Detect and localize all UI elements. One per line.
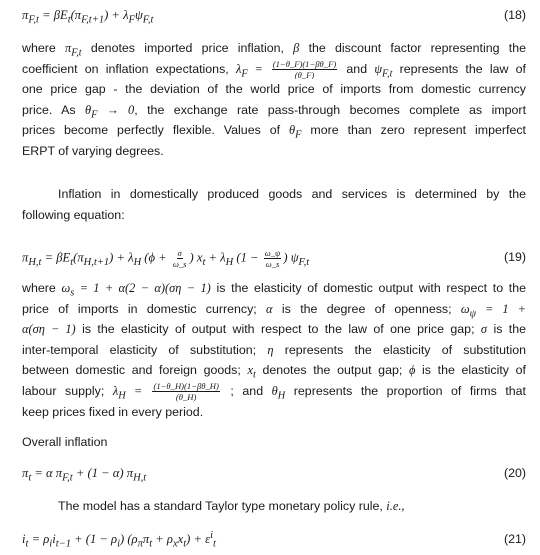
eq-sub: H (225, 256, 234, 268)
eq-sub: t (202, 256, 206, 268)
math: = 1 + α(2 − α)(ση − 1) (74, 281, 211, 295)
math-sub: H (118, 390, 126, 402)
math: ψ (374, 61, 383, 76)
eq-sub: t (149, 538, 153, 550)
text-line (22, 340, 526, 361)
eq-text: ψ (134, 8, 143, 22)
eq-text: ) (ρ (120, 532, 138, 547)
eq-text: ) + ε (186, 532, 211, 547)
math: θ (85, 102, 92, 117)
math-sub: F (241, 68, 248, 80)
fraction (172, 248, 188, 269)
equation-18 (22, 8, 526, 26)
eq-text: (ϕ + (141, 250, 170, 265)
eq-text: = ρ (28, 532, 50, 547)
text: represents the proportion of firms that (285, 383, 526, 398)
math: θ (289, 123, 296, 138)
text: is the elasticity of domestic output with respect to the (210, 281, 526, 295)
text-line: following equation: (22, 207, 125, 222)
text-line: Overall inflation (22, 435, 108, 449)
math-sub: ψ (469, 308, 477, 320)
text: denotes the output gap; (255, 363, 409, 378)
eq-text: ) x (189, 250, 203, 265)
equation-19 (22, 248, 526, 269)
eq-text: + λ (205, 250, 226, 265)
eq-sub: t (67, 14, 71, 26)
text: the discount factor representing the (299, 41, 526, 55)
text: The model has a standard Taylor type monetary policy rule, (58, 499, 387, 513)
equation-number: (19) (503, 250, 526, 265)
math: α(ση − 1) (22, 322, 76, 337)
denominator: ω_s (172, 259, 187, 269)
math: θ (271, 383, 278, 398)
equation-20 (22, 466, 526, 484)
math: λ (112, 383, 119, 398)
math: π (65, 41, 72, 55)
equation-number: (20) (503, 466, 526, 480)
eq-text: (π (73, 250, 84, 265)
math-sub: F,t (71, 47, 82, 59)
text: more than zero represent imperfect (301, 123, 526, 138)
math: β (293, 41, 300, 55)
numerator: ω_ψ (264, 248, 281, 258)
text: , the exchange rate pass-through becomes complete as import (134, 102, 526, 117)
math: i.e., (386, 499, 405, 513)
fraction (264, 248, 282, 269)
text-line: Inflation in domestically produced goods and services is determined by the (58, 187, 526, 201)
math-sub: F (295, 129, 302, 141)
eq-sub: F,t (142, 14, 154, 26)
text: prices become perfectly flexible. Values of (22, 123, 290, 138)
eq-sub: t (183, 538, 187, 550)
math: σ (480, 322, 488, 337)
text-line (22, 120, 526, 141)
denominator: (θ_H) (175, 392, 197, 402)
text: denotes imported price inflation, (81, 41, 294, 55)
text: is the elasticity of output with respect to the law of one price gap; (75, 322, 481, 337)
eq-sub: F,t (62, 472, 73, 484)
text-line (22, 278, 526, 299)
eq-sub: H,t+1 (83, 256, 110, 268)
denominator: ω_s (265, 259, 280, 269)
eq-sub: t (25, 538, 29, 550)
text: and (339, 61, 375, 76)
eq-text: x (177, 532, 184, 547)
text: is the (487, 322, 526, 337)
eq-sub: i (49, 538, 53, 550)
eq-text: π (142, 532, 150, 547)
text: represents the law of (392, 61, 526, 76)
equation-20-body (22, 466, 146, 484)
equation-number: (21) (503, 532, 526, 547)
eq-sub: t (70, 256, 74, 268)
eq-sub: t (213, 538, 216, 550)
text: where (22, 41, 65, 55)
eq-sub: H,t (133, 472, 147, 484)
eq-sub: x (172, 538, 178, 550)
paragraph-erpt (22, 38, 526, 162)
numerator: (1−θ_F)(1−βθ_F) (272, 58, 337, 69)
math: ω (61, 281, 71, 295)
math-sub: H (277, 390, 286, 402)
eq-symbol: π (22, 250, 29, 265)
eq-sub: H (133, 256, 142, 268)
paragraph-overall-inflation (22, 432, 526, 453)
text: price. As (22, 102, 85, 117)
math: = 1 + (476, 301, 526, 316)
text-line: ERPT of varying degrees. (22, 143, 164, 158)
numerator: (1−θ_H)(1−βθ_H) (153, 381, 219, 392)
eq-text: = βE (38, 8, 68, 22)
numerator: σ (177, 248, 182, 258)
math-sub: F,t (382, 68, 393, 80)
math: ω (460, 301, 470, 316)
paragraph-definitions (22, 278, 526, 422)
math: α (266, 301, 273, 316)
text-line: keep prices fixed in every period. (22, 404, 204, 419)
eq-text: ) + λ (104, 8, 129, 22)
eq-sub: t−1 (55, 538, 71, 550)
eq-sub: F,t (298, 256, 310, 268)
text: between domestic and foreign goods; (22, 363, 248, 378)
eq-text: (1 − (233, 250, 262, 265)
text-line (22, 59, 526, 80)
text: represents the elasticity of substitution (273, 342, 526, 357)
equation-21-body (22, 530, 216, 550)
eq-symbol: i (22, 532, 26, 547)
eq-sub: F (128, 14, 135, 26)
equation-19-body (22, 248, 309, 269)
text-line (22, 496, 526, 517)
text: where (22, 281, 62, 295)
math: λ (235, 61, 242, 76)
math: ϕ (408, 363, 416, 378)
math-sub: t (252, 369, 256, 381)
eq-sub: t (28, 472, 32, 484)
paragraph-domestic-inflation (22, 184, 526, 225)
eq-text: (π (70, 8, 82, 22)
equation-number: (18) (503, 8, 526, 22)
text: is the elasticity of (415, 363, 526, 378)
eq-text: + (1 − α) π (72, 466, 134, 480)
text-line (22, 100, 526, 121)
text: ; and (221, 383, 272, 398)
math: = (125, 383, 151, 398)
math: η (267, 342, 274, 357)
eq-text: + (1 − ρ (70, 532, 118, 547)
math: x (247, 363, 253, 378)
eq-text: i (52, 532, 56, 547)
text-line (22, 319, 526, 340)
eq-sub: F,t+1 (81, 14, 105, 26)
text: coefficient on inflation expectations, (22, 61, 236, 76)
eq-text: ) + λ (109, 250, 134, 265)
eq-symbol: π (22, 466, 29, 480)
eq-sub: π (137, 538, 143, 550)
text: price of imports in domestic currency; (22, 301, 267, 316)
text: is the degree of openness; (272, 301, 461, 316)
equation-18-body (22, 8, 153, 26)
math-sub: F (91, 109, 98, 121)
text-line (22, 38, 526, 59)
paragraph-taylor-rule (22, 496, 526, 517)
math-sub: s (70, 287, 75, 299)
eq-text: + ρ (152, 532, 173, 547)
text-line: one price gap - the deviation of the world price of imports from domestic currency (22, 82, 526, 97)
math: = (247, 61, 270, 76)
eq-text: ) ψ (283, 250, 299, 265)
text-line (22, 299, 526, 320)
eq-sub: F,t (28, 14, 39, 26)
eq-text: = βE (41, 250, 71, 265)
text-line (22, 381, 526, 402)
fraction (152, 381, 219, 401)
math: → 0 (97, 102, 135, 117)
equation-21 (22, 530, 526, 550)
text: inter-temporal elasticity of substitution; (22, 342, 268, 357)
fraction (272, 59, 337, 79)
denominator: (θ_F) (294, 69, 315, 80)
eq-sub: H,t (28, 256, 42, 268)
eq-text: = α π (31, 466, 63, 480)
text: labour supply; (22, 383, 113, 398)
text-line (22, 360, 526, 381)
eq-sup: i (210, 530, 214, 541)
eq-symbol: π (22, 8, 29, 22)
eq-sub: i (117, 538, 121, 550)
